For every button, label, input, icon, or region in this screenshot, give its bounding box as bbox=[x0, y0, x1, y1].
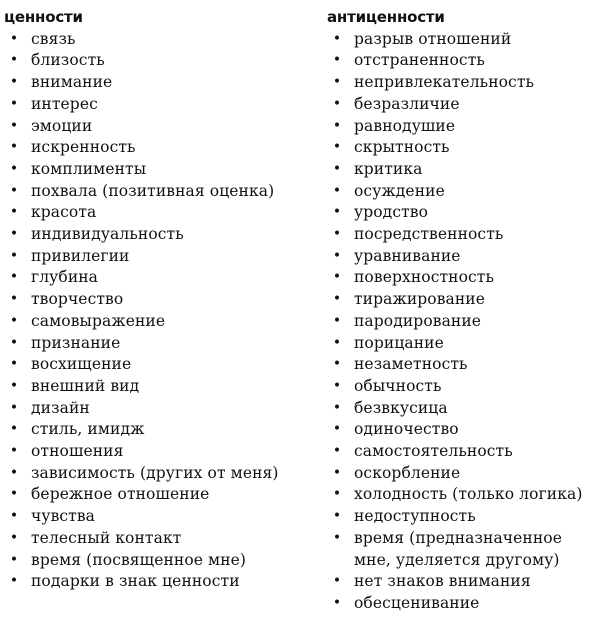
list-item bbox=[4, 50, 322, 72]
bullet-icon: • bbox=[332, 377, 342, 394]
antivalues-list bbox=[327, 29, 589, 615]
list-item-text: зависимость (других от меня) bbox=[31, 463, 279, 482]
list-item bbox=[4, 181, 322, 203]
list-item bbox=[4, 246, 322, 268]
list-item-text: внешний вид bbox=[31, 376, 140, 395]
bullet-icon: • bbox=[9, 204, 19, 221]
bullet-icon: • bbox=[332, 486, 342, 503]
bullet-icon: • bbox=[9, 269, 19, 286]
bullet-icon: • bbox=[332, 52, 342, 69]
bullet-icon: • bbox=[332, 74, 342, 91]
bullet-icon: • bbox=[332, 573, 342, 590]
bullet-icon: • bbox=[332, 204, 342, 221]
bullet-icon: • bbox=[9, 117, 19, 134]
bullet-icon: • bbox=[9, 486, 19, 503]
bullet-icon: • bbox=[9, 551, 19, 568]
bullet-icon: • bbox=[9, 573, 19, 590]
bullet-icon: • bbox=[9, 74, 19, 91]
list-item bbox=[327, 267, 589, 289]
list-item bbox=[327, 289, 589, 311]
list-item-text: интерес bbox=[31, 94, 98, 113]
list-item-text: отношения bbox=[31, 442, 124, 461]
list-item bbox=[327, 311, 589, 333]
list-item bbox=[327, 333, 589, 355]
list-item-text: равнодушие bbox=[354, 116, 456, 135]
list-item bbox=[327, 528, 589, 571]
bullet-icon: • bbox=[332, 182, 342, 199]
list-item bbox=[4, 333, 322, 355]
list-item-text: тиражирование bbox=[354, 290, 486, 309]
list-item-text: самостоятельность bbox=[354, 442, 513, 461]
list-item bbox=[4, 528, 322, 550]
list-item-text: непривлекательность bbox=[354, 73, 535, 92]
list-item bbox=[327, 571, 589, 593]
bullet-icon: • bbox=[332, 508, 342, 525]
list-item-text: чувства bbox=[31, 507, 96, 526]
list-item bbox=[327, 398, 589, 420]
bullet-icon: • bbox=[9, 95, 19, 112]
list-item bbox=[4, 398, 322, 420]
list-item-text: признание bbox=[31, 333, 121, 352]
list-item-text: критика bbox=[354, 159, 423, 178]
list-item bbox=[4, 419, 322, 441]
list-item bbox=[4, 202, 322, 224]
list-item bbox=[327, 246, 589, 268]
list-item-text: поверхностность bbox=[354, 268, 495, 287]
bullet-icon: • bbox=[9, 529, 19, 546]
list-item bbox=[4, 463, 322, 485]
list-item bbox=[327, 484, 589, 506]
list-item-text: уравнивание bbox=[354, 246, 461, 265]
list-item bbox=[327, 94, 589, 116]
bullet-icon: • bbox=[332, 139, 342, 156]
list-item-text: близость bbox=[31, 51, 105, 70]
antivalues-heading: антиценности bbox=[327, 8, 445, 26]
list-item-text: разрыв отношений bbox=[354, 29, 512, 48]
list-item bbox=[327, 72, 589, 94]
list-item bbox=[327, 593, 589, 615]
list-item-text: телесный контакт bbox=[31, 528, 182, 547]
list-item-text: стиль, имидж bbox=[31, 420, 145, 439]
list-item-text: безвкусица bbox=[354, 398, 448, 417]
list-item-text: бережное отношение bbox=[31, 485, 210, 504]
list-item bbox=[327, 506, 589, 528]
list-item-text: отстраненность bbox=[354, 51, 485, 70]
list-item bbox=[4, 159, 322, 181]
bullet-icon: • bbox=[9, 182, 19, 199]
list-item bbox=[4, 550, 322, 572]
bullet-icon: • bbox=[9, 226, 19, 243]
list-item bbox=[4, 441, 322, 463]
bullet-icon: • bbox=[9, 291, 19, 308]
list-item bbox=[327, 137, 589, 159]
bullet-icon: • bbox=[332, 594, 342, 611]
list-item-text: восхищение bbox=[31, 355, 132, 374]
list-item bbox=[4, 224, 322, 246]
list-item bbox=[4, 29, 322, 51]
list-item bbox=[4, 376, 322, 398]
bullet-icon: • bbox=[9, 52, 19, 69]
antivalues-column bbox=[327, 7, 589, 615]
list-item-text: искренность bbox=[31, 138, 136, 157]
list-item bbox=[327, 376, 589, 398]
list-item-text: уродство bbox=[354, 203, 429, 222]
list-item bbox=[327, 224, 589, 246]
list-item-text: подарки в знак ценности bbox=[31, 572, 240, 591]
list-item bbox=[327, 50, 589, 72]
list-item-text: творчество bbox=[31, 290, 124, 309]
list-item-text: привилегии bbox=[31, 246, 130, 265]
list-item-text: посредственность bbox=[354, 225, 504, 244]
bullet-icon: • bbox=[9, 247, 19, 264]
list-item bbox=[4, 571, 322, 593]
list-item-text: время (посвященное мне) bbox=[31, 550, 247, 569]
list-item-text: безразличие bbox=[354, 94, 460, 113]
list-item-text: эмоции bbox=[31, 116, 93, 135]
list-item-text: незаметность bbox=[354, 355, 468, 374]
bullet-icon: • bbox=[9, 377, 19, 394]
bullet-icon: • bbox=[9, 30, 19, 47]
list-item-text: недоступность bbox=[354, 507, 476, 526]
bullet-icon: • bbox=[9, 443, 19, 460]
list-item-text: внимание bbox=[31, 73, 113, 92]
list-item bbox=[327, 463, 589, 485]
list-item bbox=[4, 116, 322, 138]
bullet-icon: • bbox=[9, 160, 19, 177]
bullet-icon: • bbox=[332, 312, 342, 329]
bullet-icon: • bbox=[9, 312, 19, 329]
list-item bbox=[4, 311, 322, 333]
bullet-icon: • bbox=[332, 247, 342, 264]
bullet-icon: • bbox=[332, 95, 342, 112]
bullet-icon: • bbox=[332, 160, 342, 177]
list-item-text: дизайн bbox=[31, 398, 90, 417]
list-item-text: комплименты bbox=[31, 159, 147, 178]
bullet-icon: • bbox=[332, 464, 342, 481]
bullet-icon: • bbox=[332, 269, 342, 286]
bullet-icon: • bbox=[9, 334, 19, 351]
bullet-icon: • bbox=[9, 421, 19, 438]
list-item bbox=[327, 419, 589, 441]
list-item bbox=[4, 94, 322, 116]
list-item-text: осуждение bbox=[354, 181, 445, 200]
list-item bbox=[327, 159, 589, 181]
list-item-text: связь bbox=[31, 29, 76, 48]
bullet-icon: • bbox=[9, 399, 19, 416]
bullet-icon: • bbox=[9, 139, 19, 156]
bullet-icon: • bbox=[332, 356, 342, 373]
list-item bbox=[4, 506, 322, 528]
list-item-text: одиночество bbox=[354, 420, 459, 439]
list-item-text: холодность (только логика) bbox=[354, 485, 583, 504]
bullet-icon: • bbox=[9, 356, 19, 373]
list-item-text: порицание bbox=[354, 333, 444, 352]
list-item-text: глубина bbox=[31, 268, 99, 287]
bullet-icon: • bbox=[332, 399, 342, 416]
list-item bbox=[327, 202, 589, 224]
list-item-text: самовыражение bbox=[31, 311, 166, 330]
list-item-text: обычность bbox=[354, 376, 442, 395]
list-item bbox=[327, 29, 589, 51]
bullet-icon: • bbox=[332, 529, 342, 546]
values-heading: ценности bbox=[4, 8, 83, 26]
list-item bbox=[327, 181, 589, 203]
list-item bbox=[4, 289, 322, 311]
bullet-icon: • bbox=[332, 117, 342, 134]
list-item-text: индивидуальность bbox=[31, 225, 184, 244]
list-item-text: обесценивание bbox=[354, 593, 480, 612]
list-item bbox=[4, 354, 322, 376]
list-item bbox=[327, 116, 589, 138]
list-item bbox=[327, 354, 589, 376]
list-item bbox=[4, 484, 322, 506]
values-list bbox=[4, 29, 322, 593]
list-item-text: похвала (позитивная оценка) bbox=[31, 181, 275, 200]
bullet-icon: • bbox=[332, 443, 342, 460]
list-item-text: нет знаков внимания bbox=[354, 572, 531, 591]
list-item-text: пародирование bbox=[354, 311, 482, 330]
list-item bbox=[4, 137, 322, 159]
bullet-icon: • bbox=[9, 508, 19, 525]
list-item-text: красота bbox=[31, 203, 97, 222]
bullet-icon: • bbox=[332, 291, 342, 308]
values-column bbox=[4, 7, 322, 593]
list-item bbox=[4, 267, 322, 289]
bullet-icon: • bbox=[332, 226, 342, 243]
bullet-icon: • bbox=[9, 464, 19, 481]
list-item-text: время (предназначенное мне, уделяется другому) bbox=[354, 528, 562, 569]
bullet-icon: • bbox=[332, 421, 342, 438]
list-item bbox=[4, 72, 322, 94]
bullet-icon: • bbox=[332, 30, 342, 47]
list-item-text: скрытность bbox=[354, 138, 450, 157]
bullet-icon: • bbox=[332, 334, 342, 351]
list-item-text: оскорбление bbox=[354, 463, 461, 482]
list-item bbox=[327, 441, 589, 463]
